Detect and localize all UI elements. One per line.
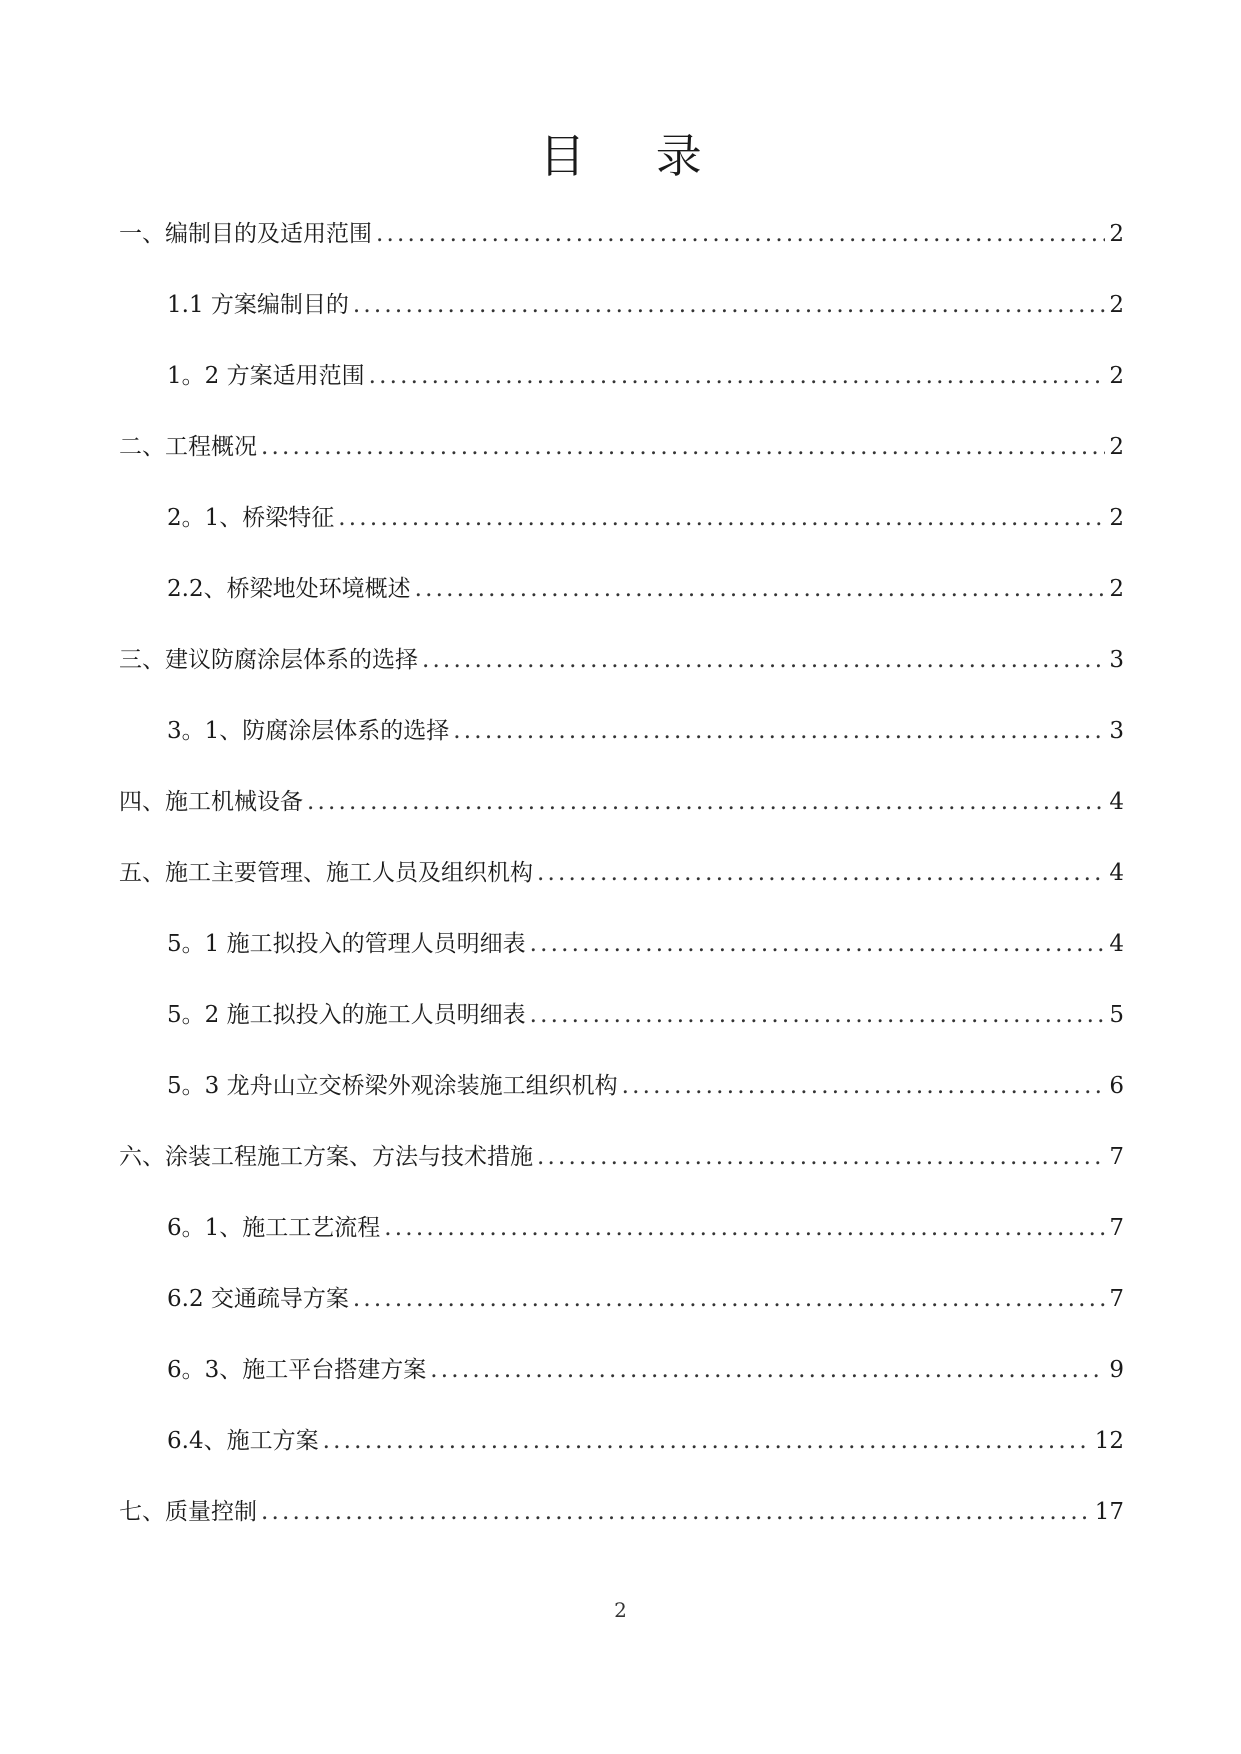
- toc-entry-text: 6。3、施工平台搭建方案: [167, 1357, 427, 1383]
- toc-entry-text: 五、施工主要管理、施工人员及组织机构: [119, 860, 533, 886]
- toc-entry[interactable]: [167, 1352, 1124, 1388]
- toc-entry-page: 7: [1109, 1286, 1124, 1312]
- toc-leader-dots: [384, 1210, 1105, 1246]
- toc-entry-page: 5: [1109, 1002, 1124, 1028]
- toc-entry-text: 二、工程概况: [119, 434, 257, 460]
- toc-leader-dots: [622, 1068, 1106, 1104]
- toc-leader-dots: [261, 1494, 1091, 1530]
- toc-leader-dots: [338, 500, 1105, 536]
- toc-leader-dots: [537, 855, 1105, 891]
- toc-entry-page: 4: [1109, 931, 1124, 957]
- toc-entry-text: 1。2 方案适用范围: [167, 363, 365, 389]
- toc-entry-text: 七、质量控制: [119, 1499, 257, 1525]
- toc-entry-text: 5。2 施工拟投入的施工人员明细表: [167, 1002, 526, 1028]
- toc-entry-page: 6: [1109, 1073, 1124, 1099]
- toc-entry-page: 4: [1109, 789, 1124, 815]
- toc-entry-page: 17: [1094, 1499, 1124, 1525]
- toc-entry-text: 三、建议防腐涂层体系的选择: [119, 647, 418, 673]
- toc-entry-page: 2: [1109, 505, 1124, 531]
- toc-leader-dots: [530, 997, 1106, 1033]
- toc-entry[interactable]: [119, 1494, 1124, 1530]
- toc-entry-text: 2.2、桥梁地处环境概述: [167, 576, 411, 602]
- toc-leader-dots: [323, 1423, 1091, 1459]
- toc-entry-text: 6。1、施工工艺流程: [167, 1215, 381, 1241]
- toc-entry-text: 5。3 龙舟山立交桥梁外观涂装施工组织机构: [167, 1073, 618, 1099]
- toc-entry-page: 2: [1109, 434, 1124, 460]
- toc-entry-page: 4: [1109, 860, 1124, 886]
- toc-entry-page: 2: [1109, 576, 1124, 602]
- toc-entry-text: 一、编制目的及适用范围: [119, 221, 372, 247]
- toc-entry-page: 12: [1094, 1428, 1124, 1454]
- toc-entry-text: 1.1 方案编制目的: [167, 292, 349, 318]
- toc-entry-text: 2。1、桥梁特征: [167, 505, 335, 531]
- toc-leader-dots: [415, 571, 1106, 607]
- toc-entry-page: 2: [1109, 363, 1124, 389]
- toc-entry-page: 7: [1109, 1144, 1124, 1170]
- toc-entry[interactable]: [167, 926, 1124, 962]
- toc-entry-text: 6.2 交通疏导方案: [167, 1286, 349, 1312]
- toc-leader-dots: [453, 713, 1105, 749]
- toc-entry[interactable]: [167, 571, 1124, 607]
- toc-entry[interactable]: [167, 1281, 1124, 1317]
- toc-leader-dots: [369, 358, 1106, 394]
- toc-entry-text: 5。1 施工拟投入的管理人员明细表: [167, 931, 526, 957]
- toc-entry[interactable]: [167, 500, 1124, 536]
- toc-entry[interactable]: [119, 642, 1124, 678]
- toc-leader-dots: [353, 1281, 1105, 1317]
- toc-entry[interactable]: [167, 287, 1124, 323]
- toc-entry-page: 9: [1109, 1357, 1124, 1383]
- toc-entry[interactable]: [167, 997, 1124, 1033]
- toc-entry[interactable]: [119, 784, 1124, 820]
- toc-leader-dots: [376, 216, 1105, 252]
- toc-entry[interactable]: [167, 1423, 1124, 1459]
- toc-entry[interactable]: [119, 216, 1124, 252]
- toc-entry-text: 3。1、防腐涂层体系的选择: [167, 718, 450, 744]
- toc-entry-page: 2: [1109, 221, 1124, 247]
- toc-entry-page: 2: [1109, 292, 1124, 318]
- toc-entry-page: 3: [1109, 718, 1124, 744]
- toc-entry[interactable]: [167, 1068, 1124, 1104]
- toc-entry[interactable]: [167, 1210, 1124, 1246]
- page-title: 目 录: [539, 129, 730, 183]
- toc-entry[interactable]: [119, 1139, 1124, 1175]
- toc-leader-dots: [261, 429, 1105, 465]
- toc-leader-dots: [353, 287, 1105, 323]
- toc-entry[interactable]: [119, 855, 1124, 891]
- toc-entry-page: 3: [1109, 647, 1124, 673]
- toc-leader-dots: [430, 1352, 1105, 1388]
- toc-entry-text: 6.4、施工方案: [167, 1428, 319, 1454]
- toc-entry[interactable]: [119, 429, 1124, 465]
- toc-leader-dots: [307, 784, 1105, 820]
- toc-leader-dots: [422, 642, 1105, 678]
- toc-entry-text: 四、施工机械设备: [119, 789, 303, 815]
- toc-entry-page: 7: [1109, 1215, 1124, 1241]
- page-number: 2: [614, 1598, 627, 1622]
- toc-entry[interactable]: [167, 358, 1124, 394]
- toc-leader-dots: [537, 1139, 1105, 1175]
- toc-entry[interactable]: [167, 713, 1124, 749]
- toc-leader-dots: [530, 926, 1106, 962]
- toc-entry-text: 六、涂装工程施工方案、方法与技术措施: [119, 1144, 533, 1170]
